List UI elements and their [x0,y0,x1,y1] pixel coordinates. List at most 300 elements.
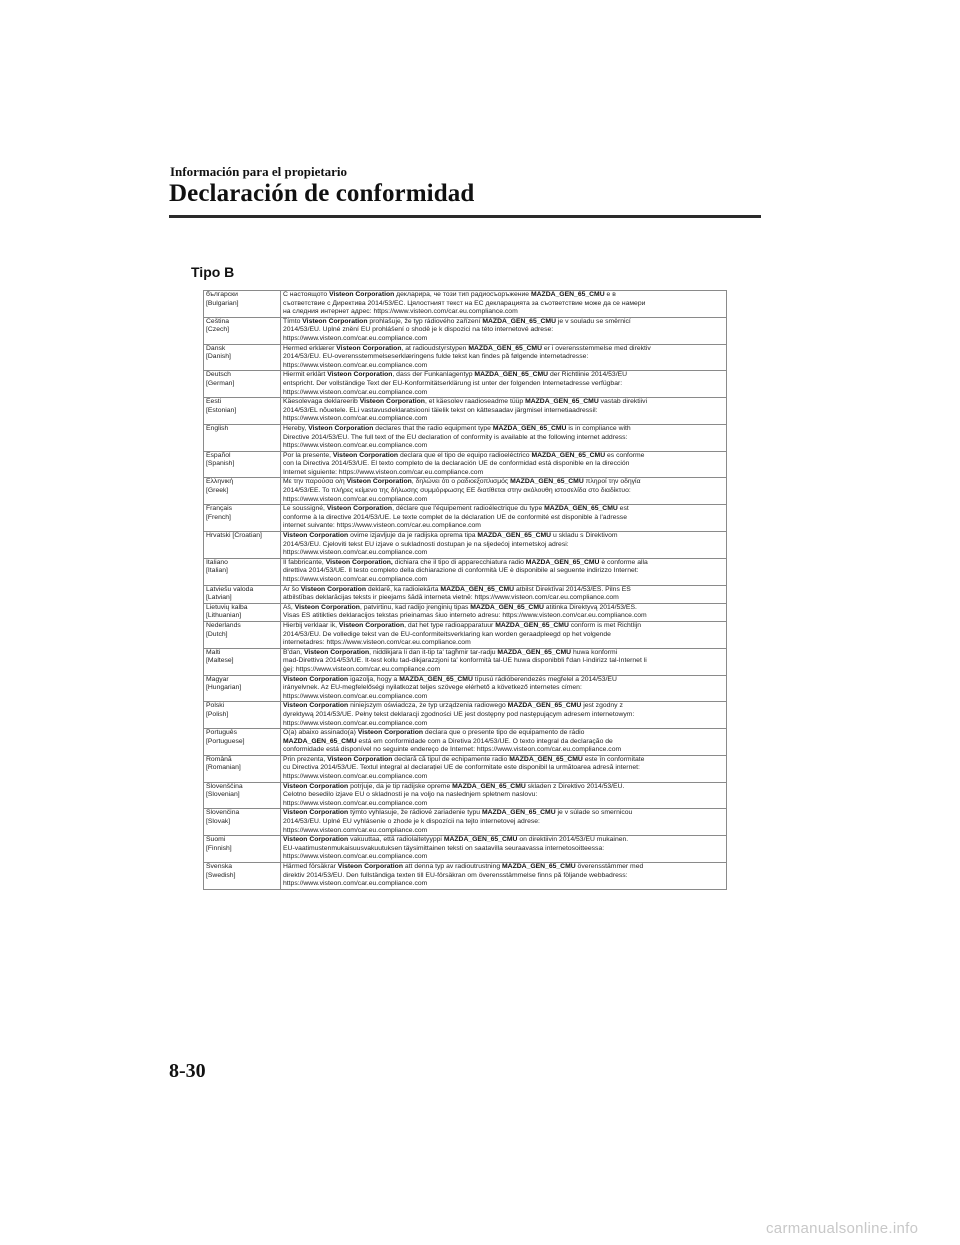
declaration-line [283,514,724,523]
declaration-line [283,800,724,809]
text-segment: típusú rádióberendezés megfelel a 2014/53/EU [472,675,617,683]
text-segment: https://www.visteon.com/car.eu.compliance.com [283,692,428,700]
text-segment: conform is met Richtlijn [568,621,641,629]
text-segment: está em conformidade com a Diretiva 2014/53/UE. O texto integral da declaração de [356,737,613,745]
declaration-text-cell [281,782,727,809]
table-row [204,478,727,505]
text-segment: ovime izjavljuje da je radijska oprema tipa [348,532,478,540]
bold-term: MAZDA_GEN_65_CMU [502,863,576,870]
table-row [204,585,727,603]
page-number: 8-30 [169,1060,206,1082]
table-row [204,603,727,621]
bold-term: MAZDA_GEN_65_CMU [482,317,556,325]
language-label: български [206,291,238,298]
text-segment: der Richtlinie 2014/53/EU [548,371,628,379]
text-segment: Hiermit erklärt [283,371,328,379]
watermark: carmanualsonline.info [766,1220,919,1237]
bold-term: Visteon Corporation [329,291,395,298]
declaration-line [283,666,724,675]
table-row [204,863,727,890]
text-segment: överensstämmer med [575,863,644,870]
language-cell [204,603,281,621]
text-segment: vakuuttaa, että radiolaitetyyppi [348,836,444,844]
text-segment: internet suivante: https://www.visteon.com/car.eu.compliance.com [283,522,481,530]
text-segment: u skladu s Direktivom [551,532,618,540]
text-segment: съответствие с Директива 2014/53/ЕС. Цялостният текст на ЕС декларацията за съответствие може да се намери [283,299,646,307]
text-segment: 2014/53/EU. De volledige tekst van de EU-conformiteitsverklaring kan worden geraadpleegd op het volgende [283,630,611,638]
bold-term: Visteon Corporation [308,424,374,432]
table-row [204,648,727,675]
declaration-line [283,746,724,755]
text-segment: 2014/53/EU. EU-overensstemmelseserklæringens fulde tekst kan findes på følgende internetadresse: [283,353,589,361]
bold-term: MAZDA_GEN_65_CMU [399,675,473,683]
bold-term: Visteon Corporation [337,863,403,870]
language-label: Română [206,755,232,763]
bold-term: Visteon Corporation [283,809,349,817]
declaration-line [283,809,724,818]
text-segment: Με την παρούσα ο/η [283,478,347,486]
bold-term: MAZDA_GEN_65_CMU [481,809,556,817]
table-row [204,344,727,371]
bold-term: MAZDA_GEN_65_CMU [283,737,357,745]
declaration-line [283,702,724,711]
text-segment: https://www.visteon.com/car.eu.compliance.com [283,799,428,807]
section-header: Información para el propietario [170,164,348,179]
declaration-line [283,845,724,854]
table-row [204,782,727,809]
declaration-text-cell [281,729,727,756]
declaration-line [283,308,724,317]
text-segment: je v souladu se směrnicí [556,317,631,325]
language-label: [Slovenian] [206,791,240,799]
text-segment: https://www.visteon.com/car.eu.compliance.com [283,549,428,557]
table-row [204,702,727,729]
text-segment: internetadres: https://www.visteon.com/car.eu.compliance.com [283,639,471,647]
declaration-line [283,371,724,380]
text-segment: https://www.visteon.com/car.eu.compliance.com [283,415,428,423]
text-segment: , δηλώνει ότι ο ραδιοεξοπλισμός [411,478,511,486]
text-segment: on direktiivin 2014/53/EU mukainen. [517,836,629,844]
bold-term: MAZDA_GEN_65_CMU [544,505,618,513]
bold-term: MAZDA_GEN_65_CMU [525,398,599,406]
bold-term: MAZDA_GEN_65_CMU [530,291,605,298]
language-cell [204,675,281,702]
language-label: Čeština [206,317,230,325]
language-cell [204,809,281,836]
declaration-text-cell [281,291,727,318]
text-segment: https://www.visteon.com/car.eu.compliance.com [283,773,428,781]
declaration-text-cell [281,344,727,371]
language-cell [204,621,281,648]
text-segment: direktiv 2014/53/EU. Den fullständiga texten till EU-försäkran om överensstämmelse finns på följande webbadress: [283,871,628,879]
text-segment: er i overensstemmelse med direktiv [542,344,651,352]
bold-term: Visteon Corporation [327,755,393,763]
text-segment: Hermed erklærer [283,344,337,352]
declaration-line [283,711,724,720]
text-segment: vastab direktiivi [598,398,648,406]
language-label: Eesti [206,398,222,406]
text-segment: direttiva 2014/53/UE. Il testo completo della dichiarazione di conformità UE è disponibile al seguente indirizzo Internet: [283,567,639,575]
language-label: [Czech] [206,326,230,334]
declaration-line [283,522,724,531]
table-row [204,451,727,478]
declaration-line [283,452,724,461]
text-segment: is in compliance with [566,424,631,432]
text-segment: huwa konformi [571,648,618,656]
text-segment: Por la presente, [283,451,333,459]
language-label: [Maltese] [206,657,234,665]
declaration-text-cell [281,648,727,675]
declaration-line [283,756,724,765]
table-row [204,755,727,782]
text-segment: на следния интернет адрес: https://www.visteon.com/car.eu.compliance.com [283,308,518,316]
language-cell [204,558,281,585]
declaration-text-cell [281,371,727,398]
language-cell [204,398,281,425]
table-row [204,836,727,863]
text-segment: Le soussigné, [283,505,327,513]
language-label: English [206,424,229,432]
declaration-line [283,335,724,344]
declaration-text-cell [281,863,727,890]
text-segment: декларира, че този тип радиосъоръжение [394,291,531,298]
text-segment: Tímto [283,317,303,325]
text-segment: Celotno besedilo izjave EU o skladnosti je na voljo na naslednjem spletnem naslovu: [283,791,538,799]
declaration-line [283,300,724,309]
language-cell [204,424,281,451]
bold-term: MAZDA_GEN_65_CMU [525,558,600,566]
bold-term: MAZDA_GEN_65_CMU [531,451,606,459]
text-segment: https://www.visteon.com/car.eu.compliance.com [283,388,428,396]
declaration-line [283,318,724,327]
bold-term: Visteon Corporation [338,621,405,629]
language-label: [Hungarian] [206,684,242,692]
table-row [204,675,727,702]
language-label: [Estonian] [206,406,237,414]
bold-term: MAZDA_GEN_65_CMU [492,424,567,432]
text-segment: https://www.visteon.com/car.eu.compliance.com [283,495,428,503]
text-segment: igazolja, hogy a [348,675,400,683]
declaration-line [283,326,724,335]
language-cell [204,836,281,863]
language-label: [Latvian] [206,594,232,602]
text-segment: , at radioudstyrstypen [401,344,469,352]
declaration-line [283,532,724,541]
table-row [204,729,727,756]
declaration-line [283,729,724,738]
declaration-text-cell [281,505,727,532]
text-segment: , niddikjara li dan it-tip ta' tagħmir tar-radju [369,648,498,656]
language-cell [204,505,281,532]
text-segment: https://www.visteon.com/car.eu.compliance.com [283,334,428,342]
text-segment: prohlašuje, že typ rádiového zařízení [367,317,483,325]
bold-term: MAZDA_GEN_65_CMU [474,371,549,379]
bold-term: MAZDA_GEN_65_CMU [477,532,552,540]
text-segment: irányelvnek. Az EU-megfelelőségi nyilatkozat teljes szövege elérhető a következő internetes címen: [283,684,582,692]
declaration-line [283,469,724,478]
bold-term: Visteon Corporation [283,702,349,710]
text-segment: EU-vaatimustenmukaisuusvakuutuksen täysimittainen teksti on saatavilla seuraavassa internetosoitteessa: [283,844,605,852]
language-cell [204,863,281,890]
declaration-line [283,594,724,603]
declaration-line [283,505,724,514]
declaration-line [283,818,724,827]
text-segment: atitinka Direktyvą 2014/53/ES. [543,603,637,611]
language-label: [German] [206,379,235,387]
language-label: Nederlands [206,621,241,629]
declaration-line [283,407,724,416]
language-cell [204,344,281,371]
language-label: [Lithuanian] [206,612,242,620]
declaration-line [283,478,724,487]
declaration-line [283,863,724,872]
bold-term: Visteon Corporation [303,648,370,656]
bold-term: MAZDA_GEN_65_CMU [510,478,584,486]
language-label: Malti [206,648,221,656]
language-cell [204,782,281,809]
language-cell [204,451,281,478]
text-segment: niniejszym oświadcza, że typ urządzenia radiowego [348,702,508,710]
language-cell [204,585,281,603]
text-segment: https://www.visteon.com/car.eu.compliance.com [283,826,428,834]
declaration-line [283,693,724,702]
text-segment: 2014/53/ΕΕ. Το πλήρες κείμενο της δήλωσης συμμόρφωσης ΕΕ διατίθεται στην ακόλουθη ιστοσελίδα στο διαδίκτυο: [283,487,631,495]
bold-term: Visteon Corporation [283,836,349,844]
text-segment: ġej: https://www.visteon.com/car.eu.compliance.com [283,665,441,673]
text-segment: atbilst Direktīvai 2014/53/ES. Pilns ES [514,585,631,593]
declaration-line [283,586,724,595]
text-segment: πληροί την οδηγία [583,478,641,486]
text-segment: https://www.visteon.com/car.eu.compliance.com [283,719,428,727]
declaration-line [283,345,724,354]
text-segment: entspricht. Der vollständige Text der EU-Konformitätserklärung ist unter der folgenden Internetadresse verfügbar: [283,379,623,387]
bold-term: Visteon Corporation [326,505,393,513]
text-segment: е в [604,291,616,298]
bold-term: MAZDA_GEN_65_CMU [443,836,518,844]
text-segment: mad-Direttiva 2014/53/UE. It-test kollu tad-dikjarazzjoni ta' konformità tal-UE huwa disponibbli f'dan l-indirizz tal-Internet li [283,657,647,665]
text-segment: 2014/53/EL nõuetele. ELi vastavusdeklaratsiooni täielik tekst on kättesaadav järgmisel internetiaadressil: [283,406,598,414]
declaration-line [283,398,724,407]
text-segment: 2014/53/EU. Cjeloviti tekst EU izjave o sukladnosti dostupan je na sljedećoj internetskoj adresi: [283,540,569,548]
language-label: [French] [206,513,231,521]
declaration-line [283,764,724,773]
text-segment: týmto vyhlasuje, že rádiové zariadenie typu [348,809,482,817]
table-row [204,621,727,648]
text-segment: jest zgodny z [581,702,623,710]
language-label: Português [206,729,237,737]
text-segment: Hierbij verklaar ik, [283,621,339,629]
bold-term: Visteon Corporation [300,585,366,593]
text-segment: declara que el tipo de equipo radioeléctrico [398,451,532,459]
declaration-table-body [204,291,727,890]
language-label: Deutsch [206,371,231,379]
bold-term: Visteon Corporation [302,317,368,325]
declaration-line [283,353,724,362]
bold-term: MAZDA_GEN_65_CMU [495,621,569,629]
bold-term: Visteon Corporation [294,603,360,611]
text-segment: con la Directiva 2014/53/UE. El texto completo de la declaración UE de conformidad está disponible en la dirección [283,460,630,468]
declaration-line [283,442,724,451]
declaration-text-cell [281,424,727,451]
declaration-line [283,773,724,782]
declaration-line [283,649,724,658]
language-label: [Portuguese] [206,737,245,745]
text-segment: declares that the radio equipment type [373,424,493,432]
language-cell [204,702,281,729]
language-label: Español [206,451,231,459]
text-segment: https://www.visteon.com/car.eu.compliance.com [283,576,428,583]
text-segment: https://www.visteon.com/car.eu.compliance.com [283,442,428,450]
text-segment: https://www.visteon.com/car.eu.compliance.com [283,853,428,861]
language-label: [Polish] [206,710,229,718]
bold-term: Visteon Corporation [357,729,424,737]
declaration-table [203,290,727,890]
text-segment: este în conformitate [582,755,645,763]
text-segment: dyrektywą 2014/53/UE. Pełny tekst deklaracji zgodności UE jest dostępny pod następującym adresem internetowym: [283,710,635,718]
table-row [204,558,727,585]
declaration-text-cell [281,836,727,863]
declaration-line [283,631,724,640]
text-segment: atbilstības deklarācijas teksts ir pieejams šādā interneta vietnē: https://www.visteon.com/car.eu.compliance.com [283,594,619,602]
bold-term: Visteon Corporation [283,782,349,790]
language-label: [Romanian] [206,764,241,772]
declaration-text-cell [281,755,727,782]
bold-term: MAZDA_GEN_65_CMU [497,648,572,656]
language-label: Slovenščina [206,782,243,790]
bold-term: MAZDA_GEN_65_CMU [468,344,543,352]
declaration-text-cell [281,621,727,648]
table-row [204,532,727,559]
declaration-text-cell [281,603,727,621]
bold-term: Visteon Corporation [359,398,425,406]
language-label: Hrvatski [Croatian] [206,532,262,540]
page-title: Declaración de conformidad [169,180,475,207]
language-cell [204,317,281,344]
declaration-text-cell [281,702,727,729]
language-label: [Swedish] [206,871,236,879]
text-segment: dichiara che il tipo di apparecchiatura radio [392,558,526,566]
text-segment: es conforme [605,451,645,459]
text-segment: Il fabbricante, [283,558,326,566]
language-label: [Finnish] [206,844,232,852]
language-label: Lietuvių kalba [206,603,248,611]
text-segment: conformidade está disponível no seguinte endereço de Internet: https://www.visteon.com/car.eu.compliance.com [283,746,622,754]
bold-term: MAZDA_GEN_65_CMU [470,603,544,611]
declaration-line [283,541,724,550]
declaration-line [283,880,724,889]
table-row [204,809,727,836]
declaration-text-cell [281,478,727,505]
text-segment: Härmed försäkrar [283,863,338,870]
text-segment: declară că tipul de echipamente radio [392,755,510,763]
language-label: [Bulgarian] [206,299,239,307]
bold-term: Visteon Corporation [332,451,399,459]
text-segment: potrjuje, da je tip radijske opreme [348,782,453,790]
language-cell [204,648,281,675]
declaration-line [283,425,724,434]
title-divider [169,215,761,218]
language-cell [204,532,281,559]
declaration-line [283,783,724,792]
text-segment: , et käesolev raadioseadme tüüp [424,398,526,406]
declaration-text-cell [281,398,727,425]
bold-term: MAZDA_GEN_65_CMU [507,702,582,710]
text-segment: 2014/53/EU. Úplné znění EU prohlášení o shodě je k dispozici na této internetové adrese: [283,326,554,334]
declaration-line [283,676,724,685]
language-label: Polski [206,702,225,710]
declaration-text-cell [281,675,727,702]
declaration-text-cell [281,451,727,478]
declaration-text-cell [281,532,727,559]
table-subtitle: Tipo B [191,264,235,280]
declaration-line [283,604,724,613]
text-segment: , patvirtinu, kad radijo įrenginių tipas [359,603,471,611]
table-row [204,505,727,532]
language-label: Svenska [206,863,233,870]
bold-term: Visteon Corporation [327,371,393,379]
declaration-line [283,720,724,729]
declaration-line [283,559,724,568]
text-segment: , déclare que l'équipement radioélectrique du type [392,505,545,513]
text-segment: cu Directiva 2014/53/UE. Textul integral al declarației UE de conformitate este disponibil la următoarea adresă internet: [283,764,640,772]
text-segment: 2014/53/EÚ. Úplné EÚ vyhlásenie o zhode je k dispozícii na tejto internetovej adrese: [283,818,540,826]
declaration-text-cell [281,558,727,585]
text-segment: skladen z Direktivo 2014/53/EU. [525,782,625,790]
language-label: Dansk [206,344,226,352]
declaration-line [283,460,724,469]
language-cell [204,371,281,398]
text-segment: , dat het type radioapparatuur [404,621,496,629]
table-row [204,398,727,425]
table-row [204,424,727,451]
bold-term: MAZDA_GEN_65_CMU [440,585,515,593]
declaration-text-cell [281,809,727,836]
declaration-line [283,657,724,666]
text-segment: Aš, [283,603,295,611]
declaration-line [283,291,724,300]
text-segment: est [617,505,629,513]
text-segment: je v súlade so smernicou [555,809,633,817]
text-segment: Directive 2014/53/EU. The full text of the EU declaration of conformity is available at the following internet address: [283,433,628,441]
text-segment: conforme à la directive 2014/53/UE. Le texte complet de la déclaration UE de conformité est disponible à l'adresse [283,513,627,521]
declaration-line [283,872,724,881]
bold-term: Visteon Corporation [346,478,412,486]
declaration-line [283,827,724,836]
text-segment: С настоящото [283,291,330,298]
table-row [204,371,727,398]
declaration-line [283,853,724,862]
text-segment: Ar šo [283,585,301,593]
declaration-line [283,496,724,505]
language-label: Latviešu valoda [206,585,254,593]
declaration-line [283,791,724,800]
declaration-line [283,389,724,398]
bold-term: MAZDA_GEN_65_CMU [509,755,583,763]
declaration-line [283,612,724,621]
text-segment: O(a) abaixo assinado(a) [283,729,358,737]
declaration-line [283,380,724,389]
text-segment: declara que o presente tipo de equipamento de rádio [423,729,585,737]
declaration-line [283,434,724,443]
language-label: Ελληνική [206,478,234,486]
declaration-line [283,487,724,496]
language-label: [Slovak] [206,818,231,826]
table-row [204,291,727,318]
declaration-line [283,415,724,424]
text-segment: https://www.visteon.com/car.eu.compliance.com [283,880,428,888]
text-segment: deklarē, ka radioiekārta [365,585,441,593]
language-cell [204,478,281,505]
